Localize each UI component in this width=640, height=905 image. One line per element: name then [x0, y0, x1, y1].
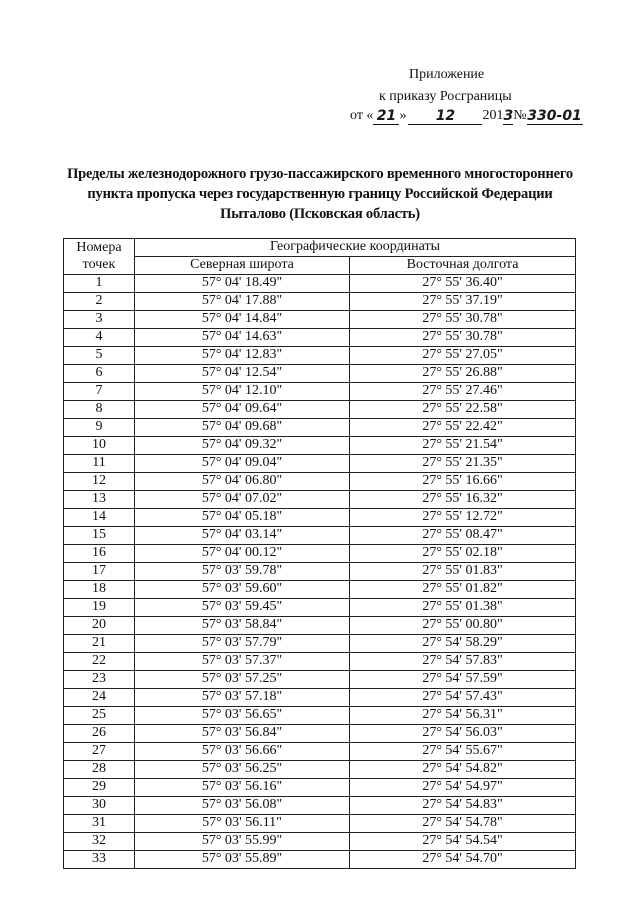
point-number-cell: 9	[64, 419, 135, 437]
table-row	[64, 707, 576, 725]
date-separator: »	[399, 108, 407, 123]
latitude-cell: 57° 03' 59.78"	[135, 563, 350, 581]
point-number-cell: 10	[64, 437, 135, 455]
point-number-cell: 11	[64, 455, 135, 473]
longitude-cell: 27° 54' 54.78"	[350, 815, 576, 833]
appendix-order-reference: к приказу Росграницы	[379, 89, 512, 104]
handwritten-day: 21	[373, 108, 399, 125]
point-number-cell: 5	[64, 347, 135, 365]
longitude-cell: 27° 55' 26.88"	[350, 365, 576, 383]
point-number-cell: 15	[64, 527, 135, 545]
table-row	[64, 365, 576, 383]
point-number-cell: 22	[64, 653, 135, 671]
latitude-cell: 57° 03' 57.18"	[135, 689, 350, 707]
table-row	[64, 545, 576, 563]
table-row	[64, 797, 576, 815]
appendix-title: Приложение	[409, 67, 485, 82]
point-number-cell: 29	[64, 779, 135, 797]
point-number-cell: 25	[64, 707, 135, 725]
longitude-cell: 27° 54' 57.59"	[350, 671, 576, 689]
longitude-cell: 27° 55' 08.47"	[350, 527, 576, 545]
longitude-cell: 27° 55' 27.46"	[350, 383, 576, 401]
table-row	[64, 563, 576, 581]
number-sign: №	[513, 108, 527, 123]
table-row	[64, 383, 576, 401]
appendix-date-line	[350, 107, 583, 125]
point-number-cell: 14	[64, 509, 135, 527]
table-row	[64, 509, 576, 527]
longitude-cell: 27° 55' 27.05"	[350, 347, 576, 365]
longitude-cell: 27° 54' 54.83"	[350, 797, 576, 815]
longitude-cell: 27° 54' 56.03"	[350, 725, 576, 743]
latitude-cell: 57° 04' 09.64"	[135, 401, 350, 419]
table-row	[64, 671, 576, 689]
table-row	[64, 833, 576, 851]
point-number-cell: 1	[64, 275, 135, 293]
header-east-longitude: Восточная долгота	[350, 257, 576, 275]
document-title-line-2: пункта пропуска через государственную границу Российской Федерации	[87, 186, 553, 202]
table-row	[64, 635, 576, 653]
header-point-number: Номера точек	[64, 239, 135, 275]
longitude-cell: 27° 55' 02.18"	[350, 545, 576, 563]
longitude-cell: 27° 54' 57.83"	[350, 653, 576, 671]
document-title-line-3: Пыталово (Псковская область)	[220, 206, 420, 222]
table-row	[64, 725, 576, 743]
latitude-cell: 57° 04' 09.04"	[135, 455, 350, 473]
longitude-cell: 27° 54' 55.67"	[350, 743, 576, 761]
table-row	[64, 527, 576, 545]
table-row	[64, 689, 576, 707]
latitude-cell: 57° 04' 12.10"	[135, 383, 350, 401]
longitude-cell: 27° 54' 57.43"	[350, 689, 576, 707]
latitude-cell: 57° 03' 56.08"	[135, 797, 350, 815]
latitude-cell: 57° 03' 55.99"	[135, 833, 350, 851]
point-number-cell: 23	[64, 671, 135, 689]
point-number-cell: 12	[64, 473, 135, 491]
latitude-cell: 57° 03' 57.37"	[135, 653, 350, 671]
point-number-cell: 4	[64, 329, 135, 347]
latitude-cell: 57° 04' 14.63"	[135, 329, 350, 347]
longitude-cell: 27° 55' 16.32"	[350, 491, 576, 509]
latitude-cell: 57° 04' 06.80"	[135, 473, 350, 491]
latitude-cell: 57° 03' 56.65"	[135, 707, 350, 725]
header-geographic-coordinates: Географические координаты	[135, 239, 576, 257]
point-number-cell: 32	[64, 833, 135, 851]
longitude-cell: 27° 55' 36.40"	[350, 275, 576, 293]
table-row	[64, 743, 576, 761]
year-prefix: 201	[482, 108, 504, 123]
longitude-cell: 27° 55' 01.38"	[350, 599, 576, 617]
date-prefix: от «	[350, 108, 374, 123]
point-number-cell: 19	[64, 599, 135, 617]
latitude-cell: 57° 04' 00.12"	[135, 545, 350, 563]
point-number-cell: 2	[64, 293, 135, 311]
table-row	[64, 329, 576, 347]
latitude-cell: 57° 04' 09.68"	[135, 419, 350, 437]
latitude-cell: 57° 03' 56.84"	[135, 725, 350, 743]
latitude-cell: 57° 03' 58.84"	[135, 617, 350, 635]
point-number-cell: 3	[64, 311, 135, 329]
handwritten-month: 12	[408, 108, 482, 125]
latitude-cell: 57° 03' 59.60"	[135, 581, 350, 599]
table-row	[64, 761, 576, 779]
table-row	[64, 347, 576, 365]
table-row	[64, 815, 576, 833]
longitude-cell: 27° 54' 54.97"	[350, 779, 576, 797]
point-number-cell: 17	[64, 563, 135, 581]
header-north-latitude: Северная широта	[135, 257, 350, 275]
table-row	[64, 419, 576, 437]
document-title	[40, 164, 600, 224]
longitude-cell: 27° 55' 21.35"	[350, 455, 576, 473]
table-row	[64, 275, 576, 293]
table-row	[64, 473, 576, 491]
table-row	[64, 851, 576, 869]
longitude-cell: 27° 55' 37.19"	[350, 293, 576, 311]
latitude-cell: 57° 04' 14.84"	[135, 311, 350, 329]
longitude-cell: 27° 55' 30.78"	[350, 311, 576, 329]
point-number-cell: 7	[64, 383, 135, 401]
point-number-cell: 26	[64, 725, 135, 743]
handwritten-year-digit: 3	[503, 108, 514, 124]
latitude-cell: 57° 03' 57.25"	[135, 671, 350, 689]
coordinates-table	[63, 238, 576, 869]
point-number-cell: 16	[64, 545, 135, 563]
table-row	[64, 581, 576, 599]
longitude-cell: 27° 55' 16.66"	[350, 473, 576, 491]
point-number-cell: 20	[64, 617, 135, 635]
latitude-cell: 57° 03' 59.45"	[135, 599, 350, 617]
point-number-cell: 27	[64, 743, 135, 761]
longitude-cell: 27° 55' 30.78"	[350, 329, 576, 347]
longitude-cell: 27° 54' 56.31"	[350, 707, 576, 725]
latitude-cell: 57° 04' 12.54"	[135, 365, 350, 383]
longitude-cell: 27° 55' 01.83"	[350, 563, 576, 581]
point-number-cell: 21	[64, 635, 135, 653]
point-number-cell: 33	[64, 851, 135, 869]
table-row	[64, 437, 576, 455]
table-row	[64, 401, 576, 419]
table-row	[64, 455, 576, 473]
latitude-cell: 57° 04' 03.14"	[135, 527, 350, 545]
longitude-cell: 27° 55' 22.58"	[350, 401, 576, 419]
point-number-cell: 24	[64, 689, 135, 707]
longitude-cell: 27° 55' 01.82"	[350, 581, 576, 599]
table-row	[64, 617, 576, 635]
longitude-cell: 27° 55' 22.42"	[350, 419, 576, 437]
latitude-cell: 57° 03' 56.16"	[135, 779, 350, 797]
longitude-cell: 27° 54' 54.54"	[350, 833, 576, 851]
latitude-cell: 57° 04' 07.02"	[135, 491, 350, 509]
point-number-cell: 31	[64, 815, 135, 833]
table-row	[64, 293, 576, 311]
latitude-cell: 57° 04' 09.32"	[135, 437, 350, 455]
longitude-cell: 27° 54' 54.70"	[350, 851, 576, 869]
latitude-cell: 57° 03' 55.89"	[135, 851, 350, 869]
table-row	[64, 653, 576, 671]
longitude-cell: 27° 54' 58.29"	[350, 635, 576, 653]
point-number-cell: 18	[64, 581, 135, 599]
point-number-cell: 6	[64, 365, 135, 383]
table-row	[64, 779, 576, 797]
coordinates-table-body	[64, 275, 576, 869]
handwritten-order-number: 330-01	[527, 108, 582, 124]
latitude-cell: 57° 03' 56.66"	[135, 743, 350, 761]
latitude-cell: 57° 04' 05.18"	[135, 509, 350, 527]
latitude-cell: 57° 03' 57.79"	[135, 635, 350, 653]
longitude-cell: 27° 55' 12.72"	[350, 509, 576, 527]
latitude-cell: 57° 04' 17.88"	[135, 293, 350, 311]
latitude-cell: 57° 04' 18.49"	[135, 275, 350, 293]
table-row	[64, 491, 576, 509]
latitude-cell: 57° 04' 12.83"	[135, 347, 350, 365]
point-number-cell: 8	[64, 401, 135, 419]
longitude-cell: 27° 54' 54.82"	[350, 761, 576, 779]
longitude-cell: 27° 55' 00.80"	[350, 617, 576, 635]
longitude-cell: 27° 55' 21.54"	[350, 437, 576, 455]
point-number-cell: 28	[64, 761, 135, 779]
point-number-cell: 30	[64, 797, 135, 815]
table-row	[64, 311, 576, 329]
document-title-line-1: Пределы железнодорожного грузо-пассажирского временного многостороннего	[67, 166, 573, 182]
point-number-cell: 13	[64, 491, 135, 509]
table-row	[64, 599, 576, 617]
latitude-cell: 57° 03' 56.11"	[135, 815, 350, 833]
latitude-cell: 57° 03' 56.25"	[135, 761, 350, 779]
